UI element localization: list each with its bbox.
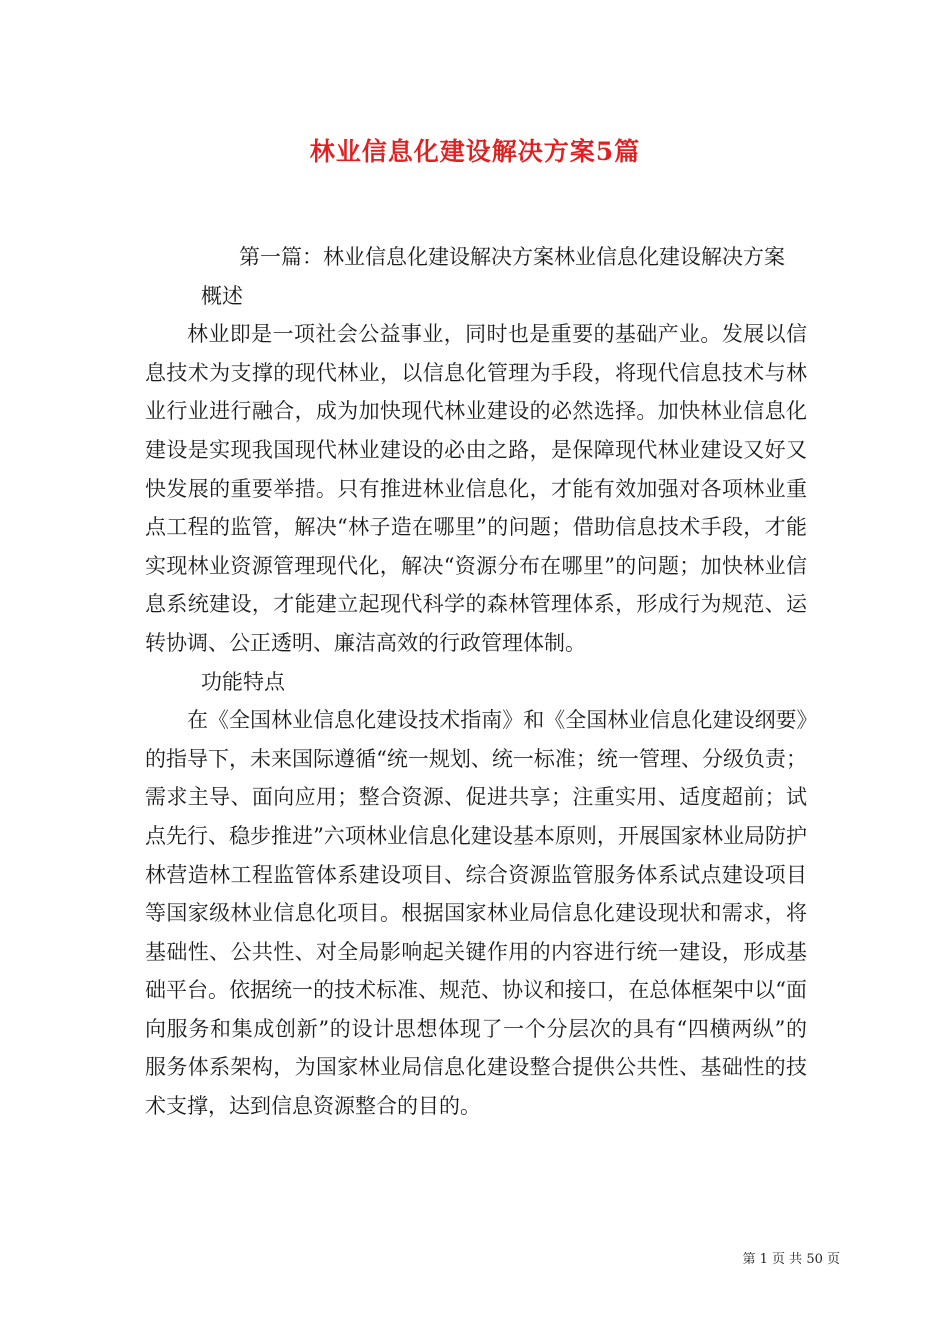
overview-paragraph: 林业即是一项社会公益事业，同时也是重要的基础产业。发展以信息技术为支撑的现代林业，以信息化管理为手段，将现代信息技术与林业行业进行融合，成为加快现代林业建设的必然选择。加快林业信息化建设是实现我国现代林业建设的必由之路，是保障现代林业建设又好又快发展的重要举措。只有推进林业信息化，才能有效加强对各项林业重点工程的监管，解决“林子造在哪里”的问题；借助信息技术手段，才能实现林业资源管理现代化，解决“资源分布在哪里”的问题；加快林业信息系统建设，才能建立起现代科学的森林管理体系，形成行为规范、运转协调、公正透明、廉洁高效的行政管理体制。: [145, 322, 807, 655]
intro-paragraph: 第一篇：林业信息化建设解决方案林业信息化建设解决方案: [239, 245, 785, 269]
page-number: 第 1 页 共 50 页: [742, 1252, 840, 1267]
document-title: 林业信息化建设解决方案5篇: [309, 137, 641, 166]
document-body: [145, 238, 807, 1126]
features-paragraph: 在《全国林业信息化建设技术指南》和《全国林业信息化建设纲要》的指导下，未来国际遵循“统一规划、统一标准；统一管理、分级负责；需求主导、面向应用；整合资源、促进共享；注重实用、适度超前；试点先行、稳步推进”六项林业信息化建设基本原则，开展国家林业局防护林营造林工程监管体系建设项目、综合资源监管服务体系试点建设项目等国家级林业信息化项目。根据国家林业局信息化建设现状和需求，将基础性、公共性、对全局影响起关键作用的内容进行统一建设，形成基础平台。依据统一的技术标准、规范、协议和接口，在总体框架中以“面向服务和集成创新”的设计思想体现了一个分层次的具有“四横两纵”的服务体系架构，为国家林业局信息化建设整合提供公共性、基础性的技术支撑，达到信息资源整合的目的。: [145, 708, 807, 1119]
section-heading-features: 功能特点: [201, 669, 285, 694]
section-heading-overview: 概述: [201, 283, 243, 308]
